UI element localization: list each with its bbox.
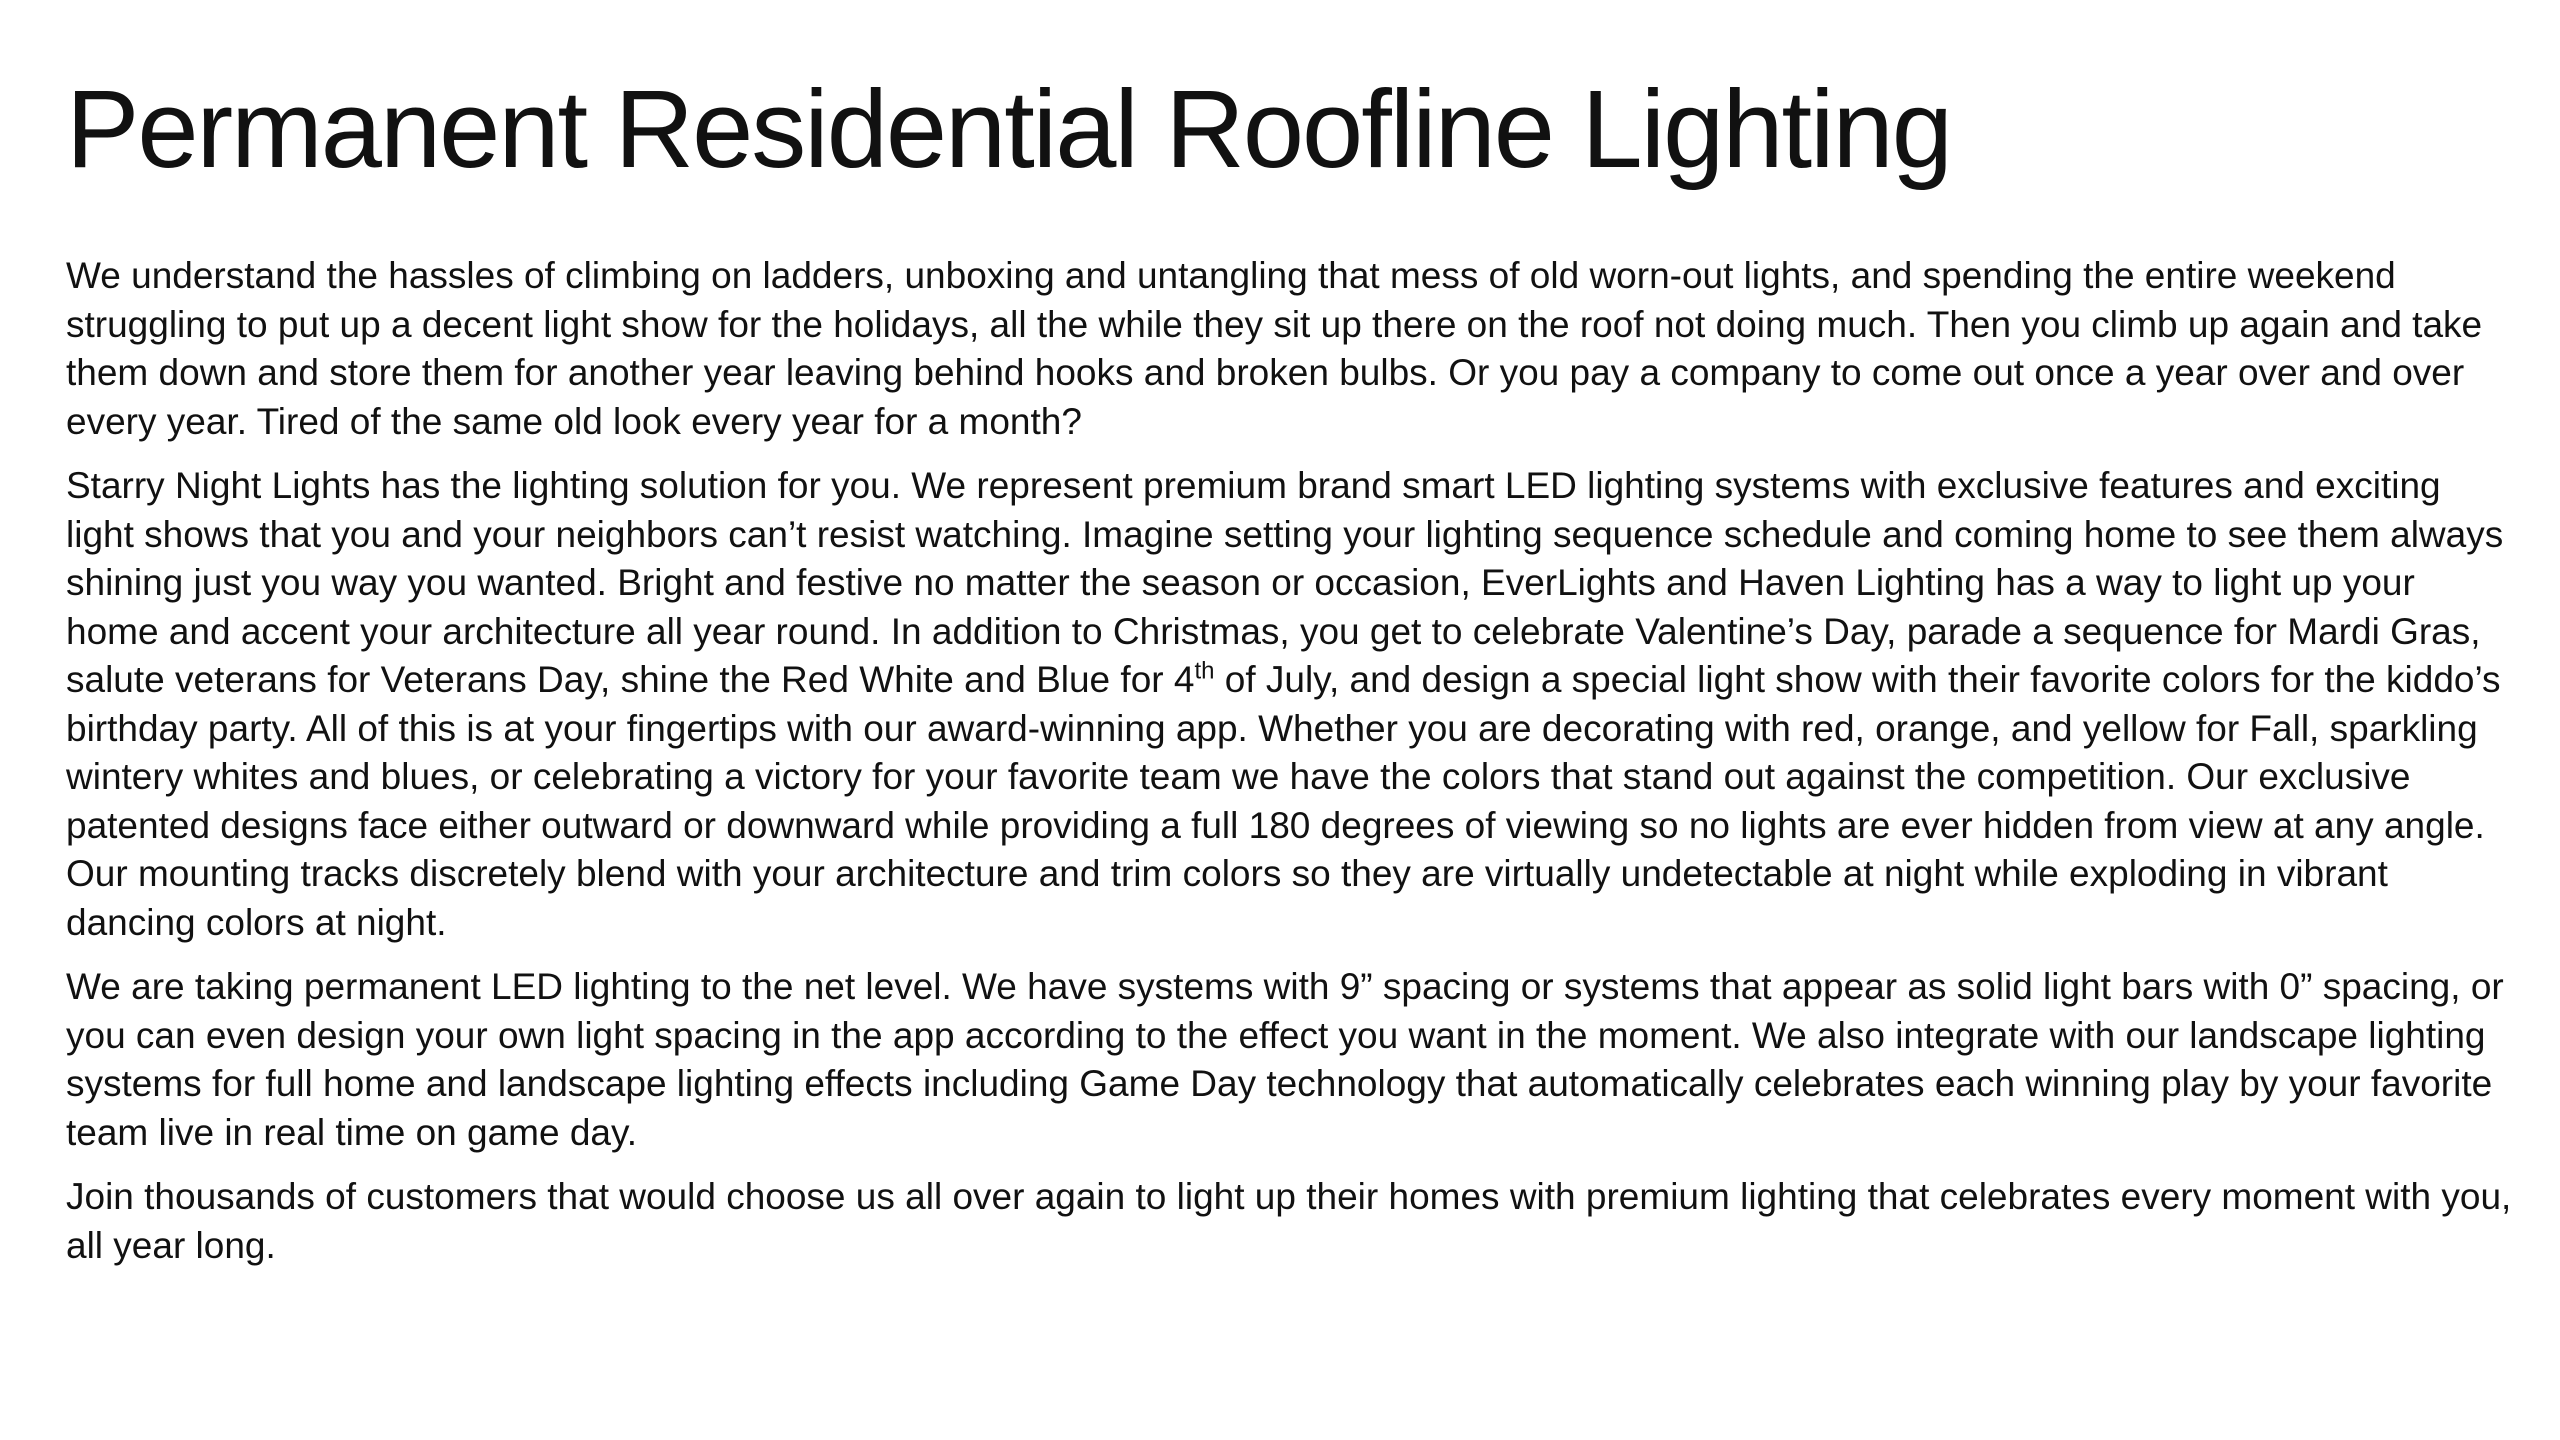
page-title: Permanent Residential Roofline Lighting <box>66 68 1951 191</box>
paragraph-next-level: We are taking permanent LED lighting to the net level. We have systems with 9” spacing or systems that appear as solid light bars with 0” spacing, or you can even design your own light spacing in the app according to the effect you want in the moment. We also integrate with our landscape lighting systems for full home and landscape lighting effects including Game Day technology that automatically celebrates each winning play by your favorite team live in real time on game day. <box>66 966 2504 1153</box>
document-page <box>66 60 2516 1286</box>
paragraph-solution-part-1: Starry Night Lights has the lighting solution for you. We represent premium brand smart LED lighting systems with exclusive features and exciting light shows that you and your neighbors can’t resist watching. Imagine setting your lighting sequence schedule and coming home to see them always shining just you way you wanted. Bright and festive no matter the season or occasion, EverLights and Haven Lighting has a way to light up your home and accent your architecture all year round. In addition to Christmas, you get to celebrate Valentine’s Day, parade a sequence for Mardi Gras, salute veterans for Veterans Day, shine the Red White and Blue for 4 <box>66 465 2504 700</box>
paragraph-join: Join thousands of customers that would choose us all over again to light up their homes with premium lighting that celebrates every moment with you, all year long. <box>66 1176 2512 1266</box>
ordinal-suffix: th <box>1194 657 1215 685</box>
paragraph-hassles: We understand the hassles of climbing on ladders, unboxing and untangling that mess of old worn-out lights, and spending the entire weekend struggling to put up a decent light show for the holidays, all the while they sit up there on the roof not doing much. Then you climb up again and take them down and store them for another year leaving behind hooks and broken bulbs. Or you pay a company to come out once a year over and over every year. Tired of the same old look every year for a month? <box>66 255 2483 442</box>
paragraph-solution <box>66 462 2516 947</box>
paragraph-solution-part-2: of July, and design a special light show with their favorite colors for the kiddo’s birthday party. All of this is at your fingertips with our award-winning app. Whether you are decorating with red, orange, and yellow for Fall, sparkling wintery whites and blues, or celebrating a victory for your favorite team we have the colors that stand out against the competition. Our exclusive patented designs face either outward or downward while providing a full 180 degrees of viewing so no lights are ever hidden from view at any angle. Our mounting tracks discretely blend with your architecture and trim colors so they are virtually undetectable at night while exploding in vibrant dancing colors at night. <box>66 659 2501 943</box>
